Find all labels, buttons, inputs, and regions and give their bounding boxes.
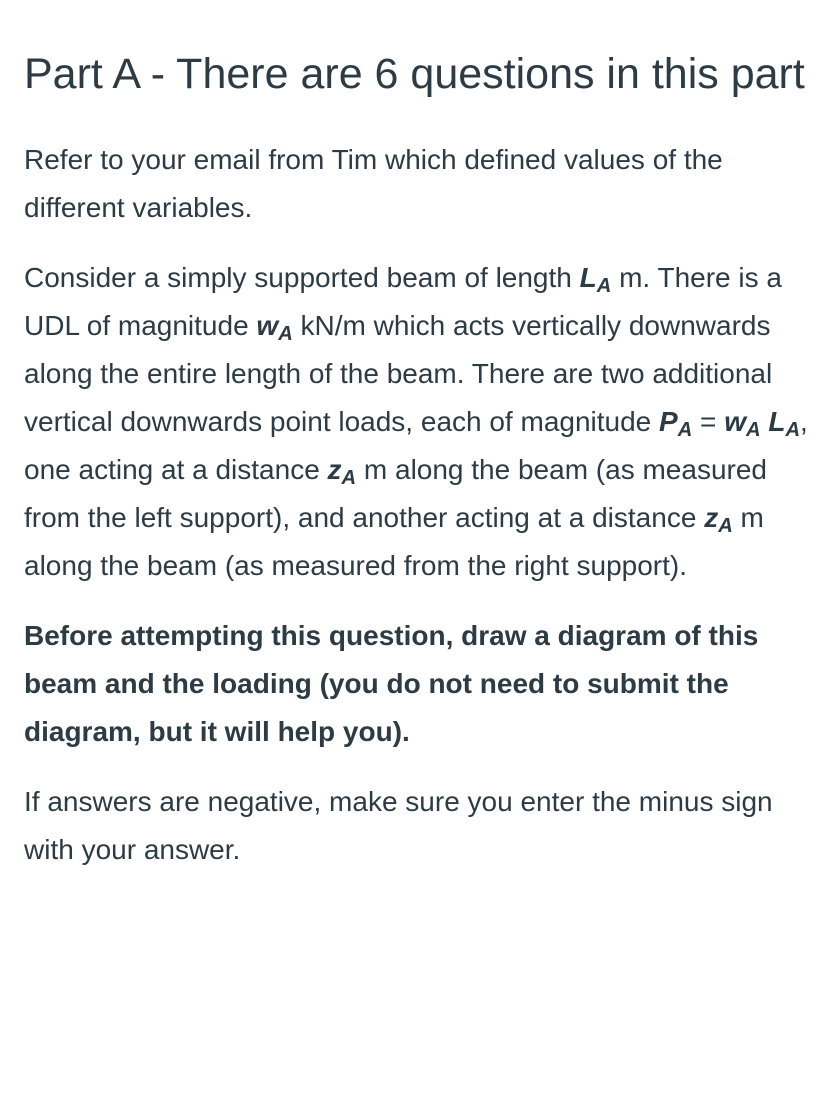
intro-paragraph: Refer to your email from Tim which defined values of the different variables.: [24, 144, 723, 223]
variable-distance: $z_A$: [704, 502, 733, 538]
problem-text: m along the beam (as measured from the left support), and another acting at a distance: [24, 454, 767, 533]
problem-text: m along the beam (as measured from the right support).: [24, 502, 764, 581]
variable-length: $L_A$: [768, 406, 800, 442]
page-title: Part A - There are 6 questions in this part: [24, 50, 805, 98]
variable-point-load: $P_A$: [659, 406, 693, 442]
problem-text: m. There is a UDL of magnitude: [24, 262, 782, 341]
problem-paragraph: [24, 254, 820, 590]
problem-text: kN/m which acts vertically downwards along the entire length of the beam. There are two additional vertical downwards point loads, each of magnitude: [24, 310, 773, 437]
variable-distance: $z_A$: [327, 454, 357, 490]
variable-length: $L_A$: [579, 262, 612, 298]
variable-udl: $w_A$: [724, 406, 761, 442]
problem-text: =: [692, 406, 725, 437]
problem-text: Consider a simply supported beam of length: [24, 262, 580, 293]
variable-udl: $w_A$: [256, 310, 293, 346]
problem-text: , one acting at a distance: [24, 406, 808, 485]
note-paragraph: If answers are negative, make sure you enter the minus sign with your answer.: [24, 786, 773, 865]
instruction-paragraph: Before attempting this question, draw a diagram of this beam and the loading (you do not need to submit the diagram, but it will help you).: [24, 620, 759, 747]
